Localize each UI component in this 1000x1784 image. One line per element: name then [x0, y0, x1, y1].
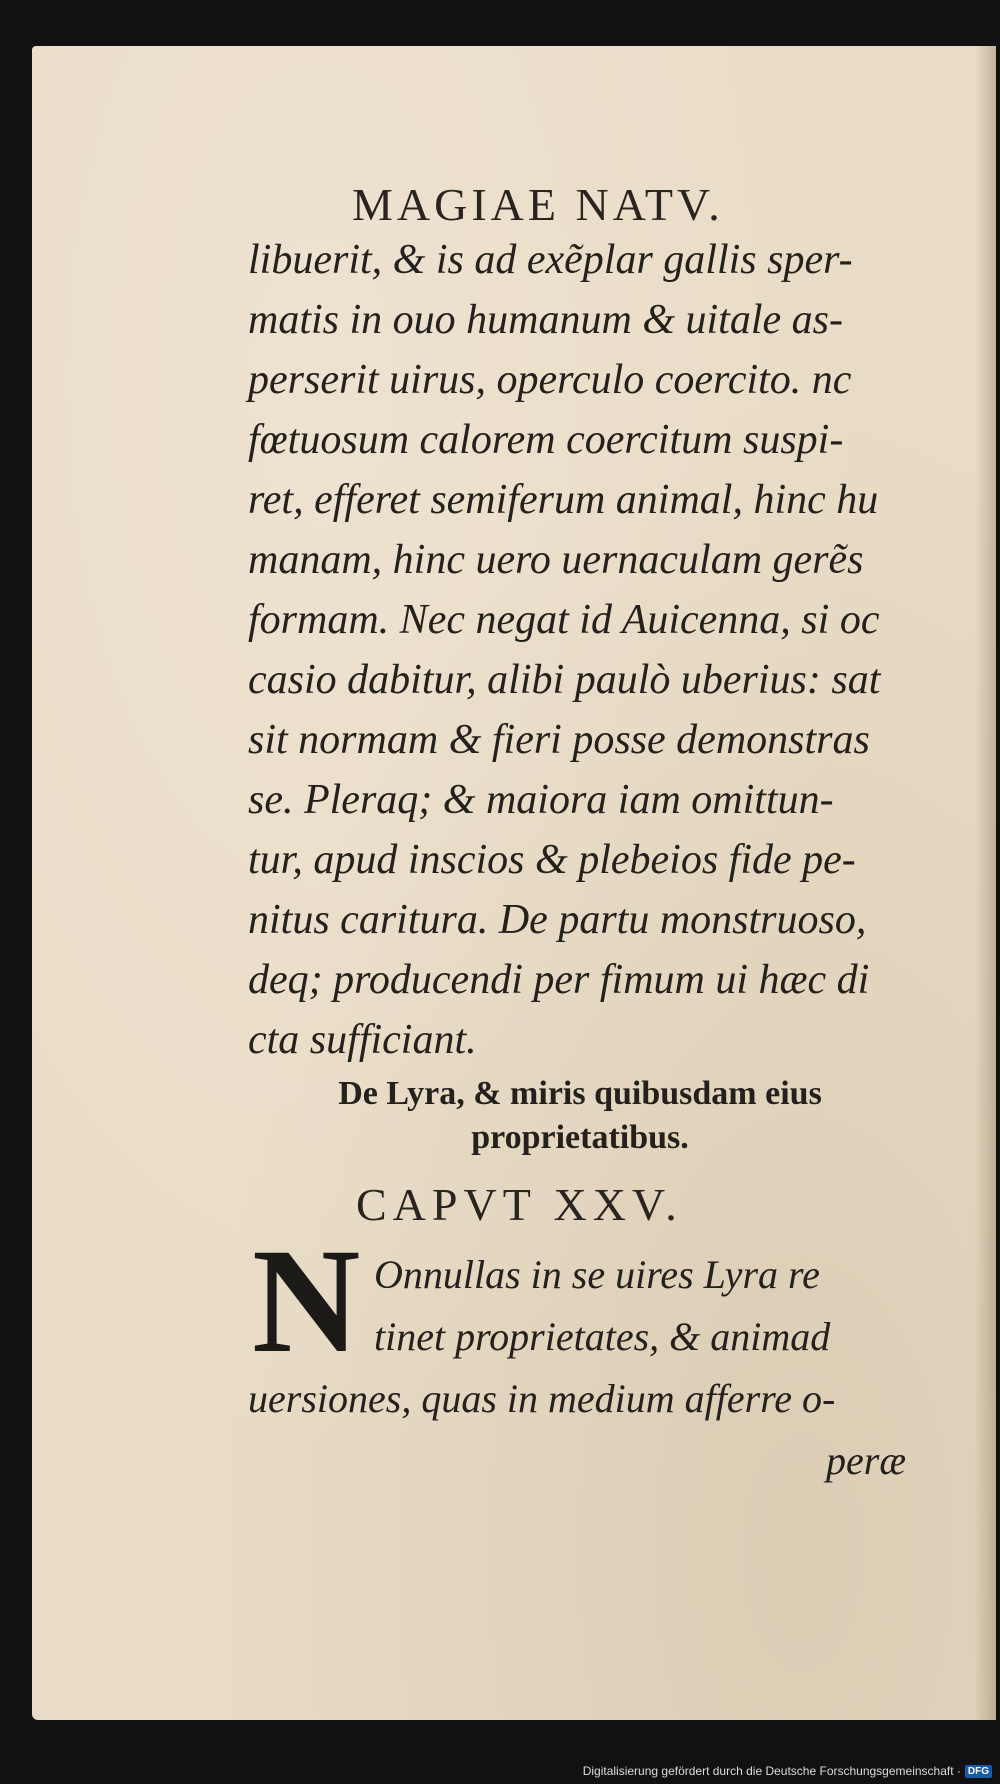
chapter-line: uersiones, quas in medium afferre o-: [248, 1376, 836, 1421]
page-edge-shadow: [974, 46, 996, 1720]
body-line: perserit uirus, operculo coercito. nc: [248, 357, 852, 403]
body-line: fœtuosum calorem coercitum suspi-: [248, 417, 844, 463]
chapter-paragraph: [248, 1244, 948, 1492]
catchword: peræ: [826, 1438, 906, 1483]
body-line: ret, efferet semiferum animal, hinc hu: [248, 477, 879, 523]
section-subheading: [260, 1072, 900, 1160]
chapter-title: CAPVT XXV.: [356, 1179, 683, 1230]
dfg-logo: DFG: [965, 1765, 992, 1778]
subheading-line: De Lyra, & miris quibusdam eius: [338, 1075, 822, 1112]
body-line: deq; producendi per fimum ui hæc di: [248, 957, 870, 1003]
chapter-line: Onnullas in se uires Lyra re: [374, 1252, 820, 1297]
body-line: casio dabitur, alibi paulò uberius: sat: [248, 657, 881, 703]
subheading-line: proprietatibus.: [471, 1119, 689, 1156]
body-line: cta sufficiant.: [248, 1017, 477, 1063]
body-line: manam, hinc uero uernaculam gerẽs: [248, 537, 864, 583]
running-header: MAGIAE NATV.: [352, 179, 724, 230]
chapter-line: tinet proprietates, & animad: [374, 1314, 831, 1359]
body-line: se. Pleraq; & maiora iam omittun-: [248, 777, 834, 823]
digitization-credit: [583, 1764, 992, 1778]
body-paragraph: [248, 230, 948, 1070]
credit-text: Digitalisierung gefördert durch die Deutsche Forschungsgemeinschaft ·: [582, 1764, 961, 1778]
body-line: tur, apud inscios & plebeios fide pe-: [248, 837, 856, 883]
body-line: formam. Nec negat id Auicenna, si oc: [248, 597, 880, 643]
body-line: matis in ouo humanum & uitale as-: [248, 297, 843, 343]
body-line: libuerit, & is ad exẽplar gallis sper-: [248, 237, 853, 283]
body-line: sit normam & fieri posse demonstras: [248, 717, 870, 763]
drop-cap: N: [252, 1218, 361, 1384]
body-line: nitus caritura. De partu monstruoso,: [248, 897, 867, 943]
